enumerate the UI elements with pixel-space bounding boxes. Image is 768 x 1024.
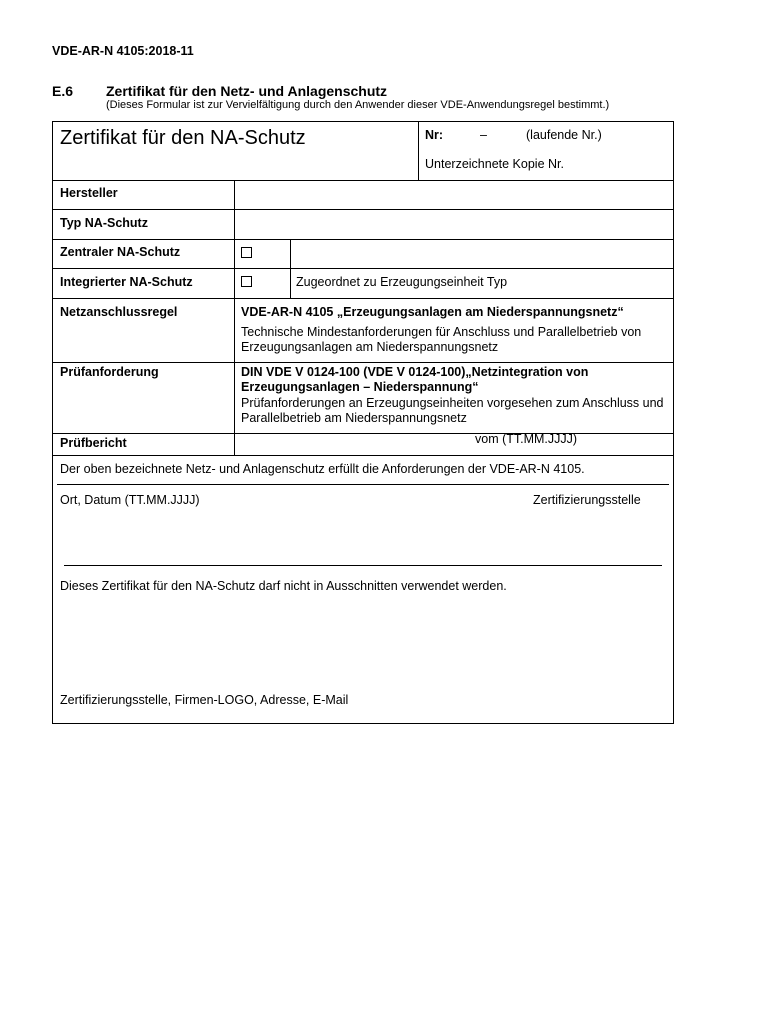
- row-divider: [53, 433, 673, 434]
- row-divider: [53, 239, 673, 240]
- row-divider: [53, 268, 673, 269]
- integrated-protection-label: Integrierter NA-Schutz: [60, 275, 193, 289]
- certification-body-label: Zertifizierungsstelle: [533, 493, 641, 507]
- statement-underline: [57, 484, 669, 485]
- section-note: (Dieses Formular ist zur Vervielfältigung durch den Anwender dieser VDE-Anwendungsregel bestimmt.): [106, 99, 610, 111]
- central-protection-label: Zentraler NA-Schutz: [60, 245, 181, 259]
- signature-line: [64, 565, 662, 566]
- signed-copy-label: Unterzeichnete Kopie Nr.: [425, 157, 564, 171]
- document-id: VDE-AR-N 4105:2018-11: [52, 44, 194, 58]
- section-number: E.6: [52, 83, 74, 99]
- certificate-title: Zertifikat für den NA-Schutz: [60, 127, 306, 149]
- column-divider: [418, 122, 419, 180]
- assigned-unit-type-label: Zugeordnet zu Erzeugungseinheit Typ: [296, 275, 508, 289]
- number-label: Nr:: [425, 128, 444, 142]
- central-protection-checkbox[interactable]: [241, 247, 252, 258]
- number-dash: –: [480, 128, 487, 142]
- certification-body-contact: Zertifizierungsstelle, Firmen-LOGO, Adresse, E-Mail: [60, 693, 349, 707]
- column-divider: [234, 180, 235, 455]
- grid-connection-rule-description: Technische Mindestanforderungen für Anschluss und Parallelbetrieb von Erzeugungsanlagen am Niederspannungsnetz: [241, 325, 642, 354]
- test-report-label: Prüfbericht: [60, 436, 127, 450]
- row-divider: [53, 455, 673, 456]
- running-number-label: (laufende Nr.): [526, 128, 602, 142]
- row-divider: [53, 209, 673, 210]
- manufacturer-label: Hersteller: [60, 186, 118, 200]
- integrated-protection-checkbox[interactable]: [241, 276, 252, 287]
- place-date-label: Ort, Datum (TT.MM.JJJJ): [60, 493, 200, 507]
- row-divider: [53, 180, 673, 181]
- row-divider: [53, 362, 673, 363]
- column-divider: [290, 239, 291, 298]
- test-requirement-label: Prüfanforderung: [60, 365, 159, 379]
- type-label: Typ NA-Schutz: [60, 216, 148, 230]
- row-divider: [53, 298, 673, 299]
- section-title: Zertifikat für den Netz- und Anlagenschutz: [106, 83, 388, 99]
- compliance-statement: Der oben bezeichnete Netz- und Anlagenschutz erfüllt die Anforderungen der VDE-AR-N 4105.: [60, 462, 585, 476]
- usage-notice: Dieses Zertifikat für den NA-Schutz darf nicht in Ausschnitten verwendet werden.: [60, 579, 507, 593]
- test-report-date-label: vom (TT.MM.JJJJ): [475, 432, 578, 446]
- grid-connection-rule-title: VDE-AR-N 4105 „Erzeugungsanlagen am Niederspannungsnetz“: [241, 305, 624, 319]
- grid-connection-rule-label: Netzanschlussregel: [60, 305, 178, 319]
- test-requirement-description: Prüfanforderungen an Erzeugungseinheiten vorgesehen zum Anschluss und Parallelbetrieb am Niederspannungsnetz: [241, 396, 664, 425]
- test-requirement-title: DIN VDE V 0124-100 (VDE V 0124-100)„Netzintegration von Erzeugungsanlagen – Niederspannung“: [241, 365, 589, 394]
